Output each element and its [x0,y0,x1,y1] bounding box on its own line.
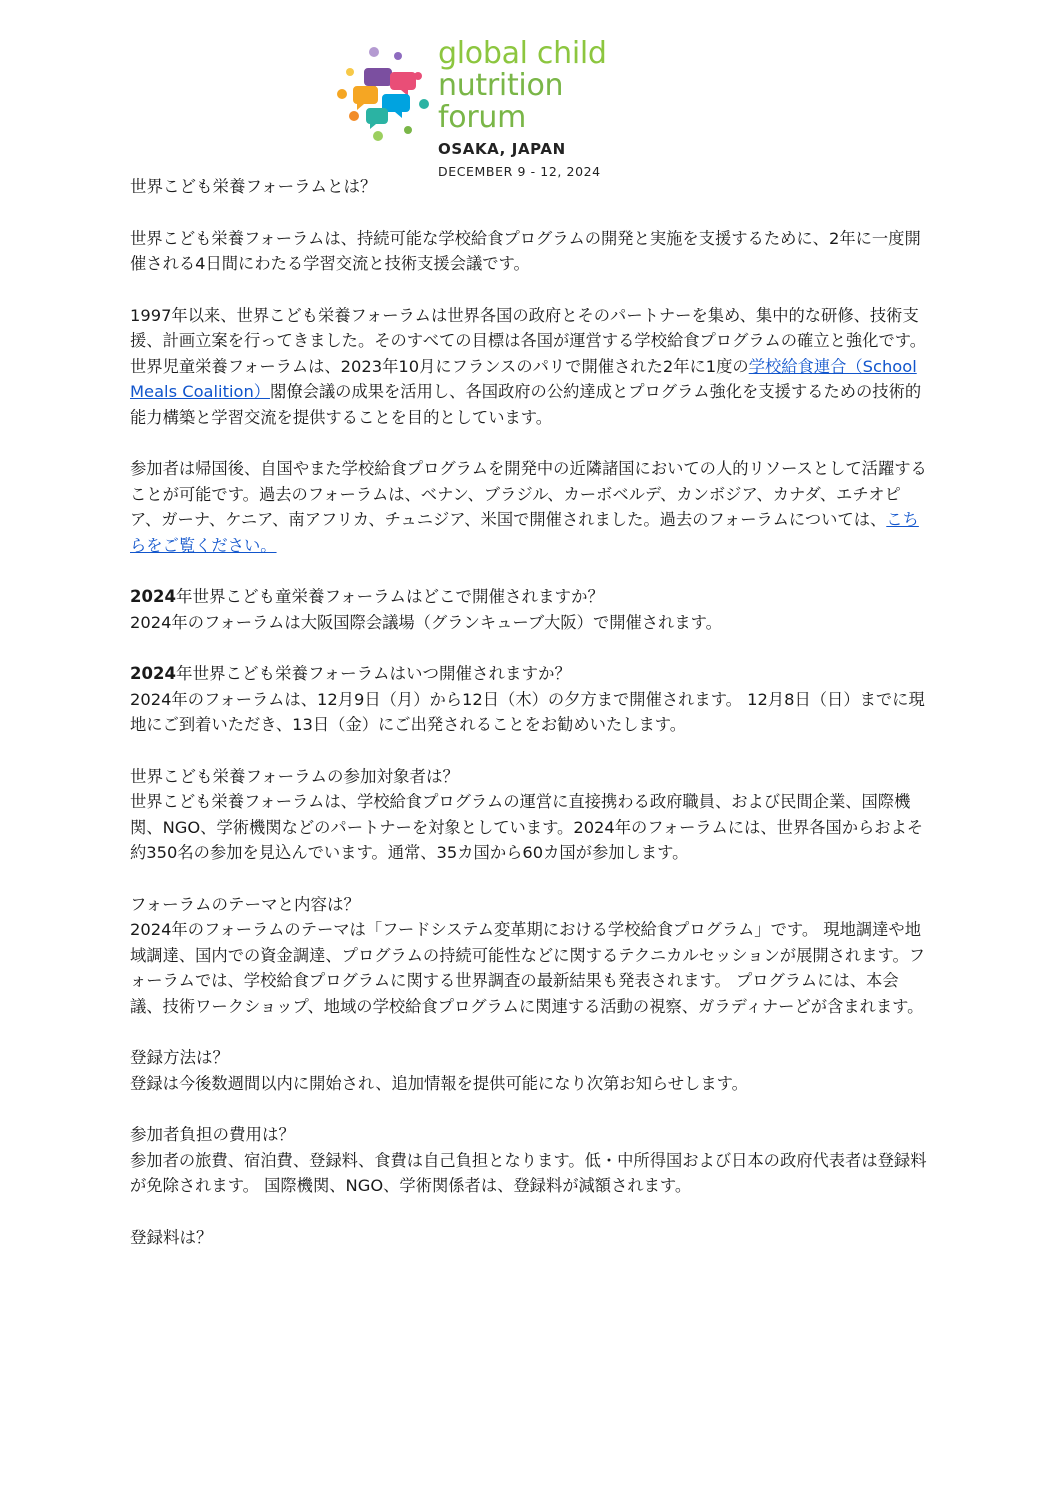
section-heading-where-year: 2024 [130,587,176,606]
section-heading-who: 世界こども栄養フォーラムの参加対象者は？ [130,766,460,786]
logo-wordmark [438,38,624,179]
past-forums-link[interactable]: こちらをご覧ください。 [130,510,919,555]
logo-dates: DECEMBER 9 - 12, 2024 [438,164,601,179]
section-heading-where [130,584,930,610]
paragraph-intro-2-text-b: 閣僚会議の成果を活用し、各国政府の公約達成とプログラム強化を支援するための技術的能力構築と学習交流を提供することを目的としています。 [130,382,922,427]
logo-line-2: nutrition forum [438,68,564,135]
paragraph-cost: 参加者の旅費、宿泊費、登録料、食費は自己負担となります。低・中所得国および日本の政府代表者は登録料が免除されます。 国際機関、NGO、学術関係者は、登録料が減額されます。 [130,1150,927,1195]
paragraph-intro-3-text: 参加者は帰国後、自国やまた学校給食プログラムを開発中の近隣諸国においての人的リソースとして活躍することが可能です。過去のフォーラムは、ベナン、ブラジル、カーボベルデ、カンボジア、カナダ、エチオピア、ガーナ、ケニア、南アフリカ、チュニジア、米国で開催されました。過去のフォーラムについては、 [130,459,927,529]
section-heading-theme: フォーラムのテーマと内容は？ [130,894,361,914]
paragraph-where: 2024年のフォーラムは大阪国際会議場（グランキューブ大阪）で開催されます。 [130,612,722,632]
section-heading-where-text: 年世界こども童栄養フォーラムはどこで開催されますか？ [175,587,604,606]
section-heading-fee: 登録料は？ [130,1227,213,1247]
logo-emblem-icon [334,42,434,142]
section-heading-cost: 参加者負担の費用は？ [130,1125,295,1144]
paragraph-who: 世界こども栄養フォーラムは、学校給食プログラムの運営に直接携わる政府職員、および民間企業、国際機関、NGO、学術機関などのパートナーを対象としています。2024年のフォーラムには、世界各国からおよそ約350名の参加を見込んでいます。通常、35カ国から60カ国が参加します。 [130,792,924,862]
paragraph-theme: 2024年のフォーラムのテーマは「フードシステム変革期における学校給食プログラム」です。 現地調達や地域調達、国内での資金調達、プログラムの持続可能性などに関するテクニカルセッションが展開されます。フォーラムでは、学校給食プログラムに関する世界調査の最新結果も発表されます。 プログラムには、本会議、技術ワークショップ、地域の学校給食プログラムに関連する活動の視察、ガラディナーどが含まれます。 [130,920,926,1016]
paragraph-register: 登録は今後数週間以内に開始され、追加情報を提供可能になり次第お知らせします。 [130,1073,748,1093]
logo-location: OSAKA, JAPAN [438,140,566,158]
paragraph-intro-2 [130,303,930,431]
section-heading-intro: 世界こども栄養フォーラムとは？ [130,177,377,196]
section-heading-when [130,661,930,687]
section-heading-register: 登録方法は？ [130,1048,229,1067]
section-heading-when-text: 年世界こども栄養フォーラムはいつ開催されますか？ [175,664,571,683]
school-meals-coalition-link[interactable]: 学校給食連合（School Meals Coalition） [130,356,917,401]
forum-logo [334,36,624,179]
paragraph-intro-1: 世界こども栄養フォーラムは、持続可能な学校給食プログラムの開発と実施を支援するために、2年に一度開催される4日間にわたる学習交流と技術支援会議です。 [130,228,921,273]
paragraph-when: 2024年のフォーラムは、12月9日（月）から12日（木）の夕方まで開催されます。 12月8日（日）までに現地にご到着いただき、13日（金）にご出発されることをお勧めいたします。 [130,689,925,734]
paragraph-intro-3 [130,456,930,558]
paragraph-intro-2-text-a: 1997年以来、世界こども栄養フォーラムは世界各国の政府とそのパートナーを集め、集中的な研修、技術支援、計画立案を行ってきました。そのすべての目標は各国が運営する学校給食プログラムの確立と強化です。世界児童栄養フォーラムは、2023年10月にフランスのパリで開催された2年に1度の [130,305,926,376]
document-body [130,174,930,1250]
logo-line-1: global child [438,36,607,71]
section-heading-when-year: 2024 [130,664,176,683]
